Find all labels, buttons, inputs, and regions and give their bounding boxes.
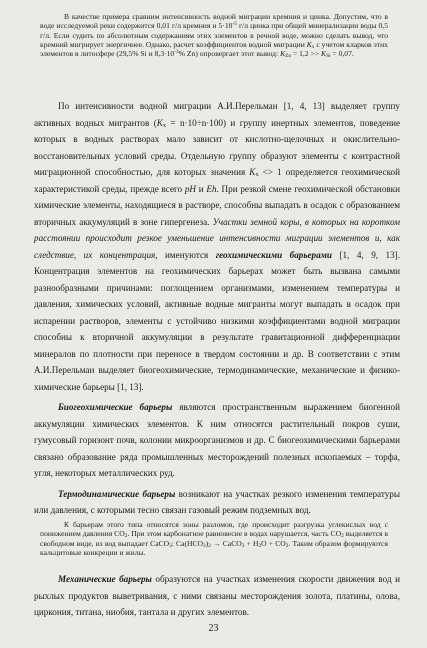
paragraph-mechanical: Механические барьеры образуются на участках изменения скорости движения вод и рыхлых продуктов выветривания, с ними связаны месторождения золота, платины, олова, циркония, титана, ниобия, тантала и других элементов. bbox=[34, 574, 400, 617]
page-number: 23 bbox=[208, 623, 219, 634]
example-note bbox=[40, 12, 388, 58]
fault-zone-note-text: К барьерам этого типа относятся зоны разломов, где происходит разгрузка углекислых вод с понижением давления $CO_2$. При этом карбонатное равновесие в водах нарушается, часть $CO_2$ выделяется в свободном виде, из вод выпадает CaCO$_3$: $Ca(HCO_3)_2$ → CaCO$_3$ + $H_2O + CO_2$. Таким образом формируются кальцитовые конкреции и жилы. bbox=[40, 520, 389, 557]
paragraph-biogeochemical: Биогеохимические барьеры являются пространственным выражением биогенной аккумуляции химических элементов. К ним относятся растительный покров суши, гумусовый горизонт почв, колонии микроорганизмов и др. С биогеохимическими барьерами связано образование ряда промышленных месторождений полезных ископаемых – торфа, угля, некоторых металлических руд. bbox=[34, 402, 400, 478]
paragraph-migration: По интенсивности водной миграции А.И.Перельман [1, 4, 13] выделяет группу активных водных мигрантов $(K_x = n\cdot 10\div n\cdot 100)$ и группу инертных элементов, поведение которых в водных растворах мало зависит от кислотно-щелочных и окислительно-восстановительных условий среды. Отдельную группу образуют элементы с контрастной миграционной способностью, для которых значения $K_x <> 1$ определяется геохимической характеристикой среды, прежде всего pH и Eh. При резкой смене геохимической обстановки химические элементы, находящиеся в растворе, способны выпадать в осадок с образованием вторичных аккумуляций в зоне гипергенеза. Участки земной коры, в которых на коротком расстоянии происходит резкое уменьшение интенсивности миграции элементов и, как следствие, их концентрация, именуются геохимическими барьерами [1, 4, 9, 13]. Концентрация элементов на геохимических барьерах может быть вызвана самыми разнообразными причинами: поглощением организмами, изменением температуры и давления, химических условий, активные водные мигранты могут выпадать в осадок при испарении растворов, элементы с устойчиво низкими коэффициентами водной миграции способны к вторичной аккумуляции в результате гравитационной дифференциации минералов по плотности при переносе в твердом состоянии и др. В соответствии с этим А.И.Перельман выделяет биогеохимические, термодинамические, механические и физико-химические барьеры [1, 13]. bbox=[34, 101, 401, 392]
paragraph-thermodynamic: Термодинамические барьеры возникают на участках резкого изменения температуры или давления, с которыми тесно связан газовый режим подземных вод. bbox=[34, 488, 400, 515]
term-biogeochemical: Биогеохимические барьеры bbox=[58, 402, 173, 412]
mechanical-section bbox=[34, 571, 400, 621]
example-note-text: В качестве примера сравним интенсивность водной миграции кремния и цинка. Допустим, что в воде исследуемой реки содержится 0,01 г/л кремния и $5\cdot 10^{-5}$ г/л цинка при общей минерализации воды 0,5 г/л. Если судить по абсолютным содержаниям этих элементов в речной воде, можно сделать вывод, что кремний мигрирует энергичнее. Однако, расчет коэффициентов водной миграции $K_x$ с учетом кларков этих элементов в литосфере (29,5% Si и $8,3\cdot 10^{-3}\%$ Zn) опровергает этот вывод: $K_{Zn} = 1,2 >> K_{Si} = 0,07$. bbox=[40, 12, 388, 59]
fault-zone-note bbox=[40, 520, 388, 557]
term-mechanical: Механические барьеры bbox=[58, 574, 152, 584]
term-thermodynamic: Термодинамические барьеры bbox=[58, 488, 176, 499]
main-text bbox=[34, 98, 400, 519]
